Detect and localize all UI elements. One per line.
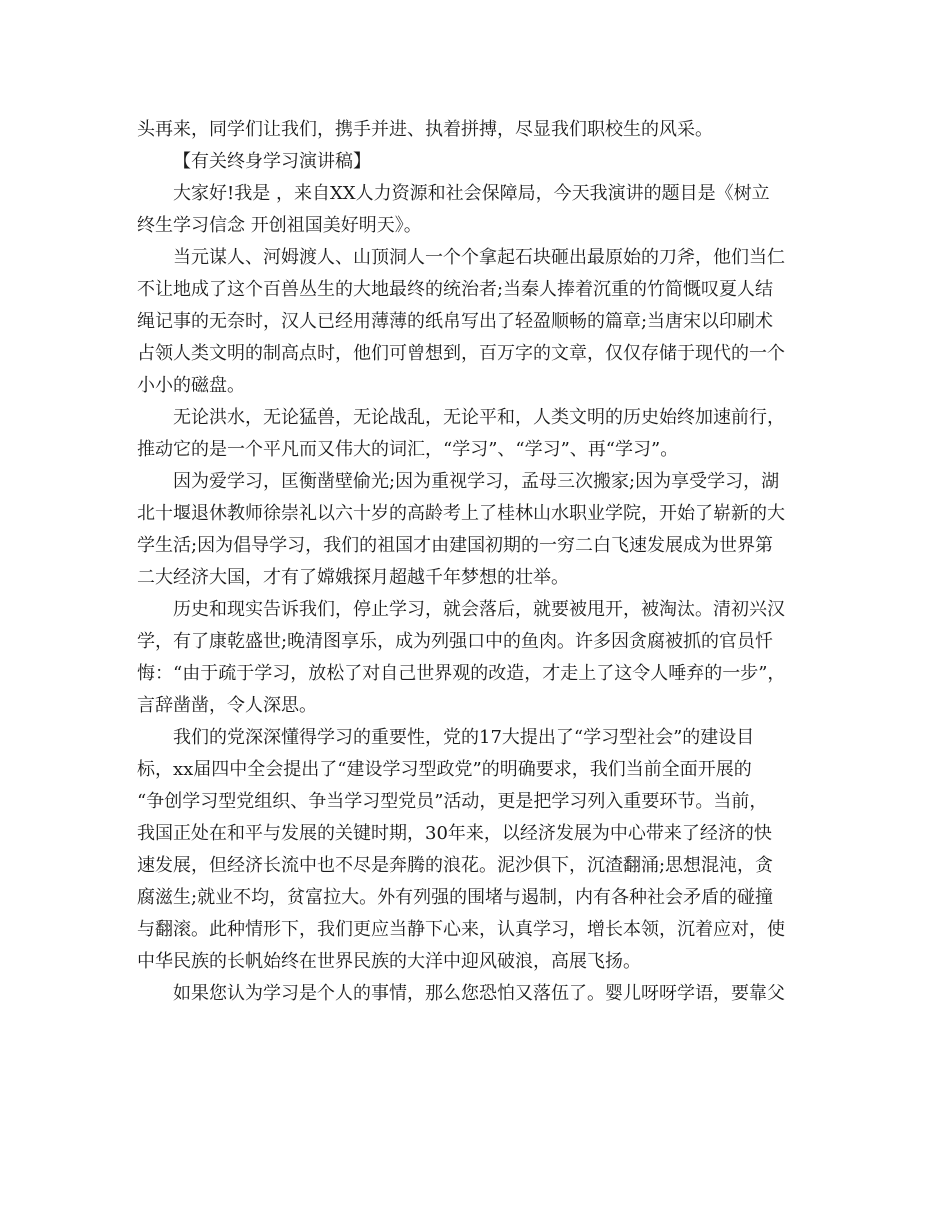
text-line: 标，xx届四中全会提出了“建设学习型政党”的明确要求，我们当前全面开展的 [137, 759, 752, 780]
text-line: 学生活;因为倡导学习，我们的祖国才由建国初期的一穷二白飞速发展成为世界第 [137, 535, 774, 556]
text-line: 悔：“由于疏于学习，放松了对自己世界观的改造，才走上了这令人唾弃的一步”， [137, 663, 786, 684]
text-line: 我们的党深深懂得学习的重要性，党的17大提出了“学习型社会”的建设目 [173, 727, 755, 748]
text-line: 言辞凿凿，令人深思。 [137, 695, 317, 716]
text-line: 二大经济大国，才有了嫦娥探月超越千年梦想的壮举。 [137, 567, 569, 588]
text-line: 小小的磁盘。 [137, 375, 245, 396]
text-line: 与翻滚。此种情形下，我们更应当静下心来，认真学习，增长本领，沉着应对，使 [137, 919, 785, 940]
text-line: 绳记事的无奈时，汉人已经用薄薄的纸帛写出了轻盈顺畅的篇章;当唐宋以印刷术 [137, 311, 774, 332]
text-line: 因为爱学习，匡衡凿壁偷光;因为重视学习，孟母三次搬家;因为享受学习，湖 [173, 471, 780, 492]
text-line: 中华民族的长帆始终在世界民族的大洋中迎风破浪，高展飞扬。 [137, 951, 641, 972]
document-body [137, 114, 821, 1010]
text-line: 占领人类文明的制高点时，他们可曾想到，百万字的文章，仅仅存储于现代的一个 [137, 343, 785, 364]
text-line: 推动它的是一个平凡而又伟大的词汇，“学习”、“学习”、再“学习”。 [137, 439, 679, 460]
text-line: 腐滋生;就业不均，贫富拉大。外有列强的围堵与遏制，内有各种社会矛盾的碰撞 [137, 887, 774, 908]
text-line: 历史和现实告诉我们，停止学习，就会落后，就要被甩开，被淘汰。清初兴汉 [173, 599, 785, 620]
text-line: 头再来，同学们让我们，携手并进、执着拼搏，尽显我们职校生的风采。 [137, 119, 713, 140]
text-line: 如果您认为学习是个人的事情，那么您恐怕又落伍了。婴儿呀呀学语，要靠父 [173, 983, 785, 1004]
text-line: 不让地成了这个百兽丛生的大地最终的统治者;当秦人捧着沉重的竹简慨叹夏人结 [137, 279, 774, 300]
text-line: 速发展，但经济长流中也不尽是奔腾的浪花。泥沙俱下，沉渣翻涌;思想混沌，贪 [137, 855, 774, 876]
text-line: “争创学习型党组织、争当学习型党员”活动，更是把学习列入重要环节。当前， [137, 791, 768, 812]
text-line: 大家好!我是 ，来自XX人力资源和社会保障局，今天我演讲的题目是《树立 [173, 183, 770, 204]
section-heading: 【有关终身学习演讲稿】 [173, 151, 371, 172]
text-line: 当元谋人、河姆渡人、山顶洞人一个个拿起石块砸出最原始的刀斧，他们当仁 [173, 247, 785, 268]
text-line: 北十堰退休教师徐崇礼以六十岁的高龄考上了桂林山水职业学院，开始了崭新的大 [137, 503, 785, 524]
text-line: 无论洪水，无论猛兽，无论战乱，无论平和，人类文明的历史始终加速前行， [173, 407, 785, 428]
text-line: 终生学习信念 开创祖国美好明天》。 [137, 215, 422, 236]
text-line: 学，有了康乾盛世;晚清图享乐，成为列强口中的鱼肉。许多因贪腐被抓的官员忏 [137, 631, 774, 652]
text-line: 我国正处在和平与发展的关键时期，30年来，以经济发展为中心带来了经济的快 [137, 823, 772, 844]
